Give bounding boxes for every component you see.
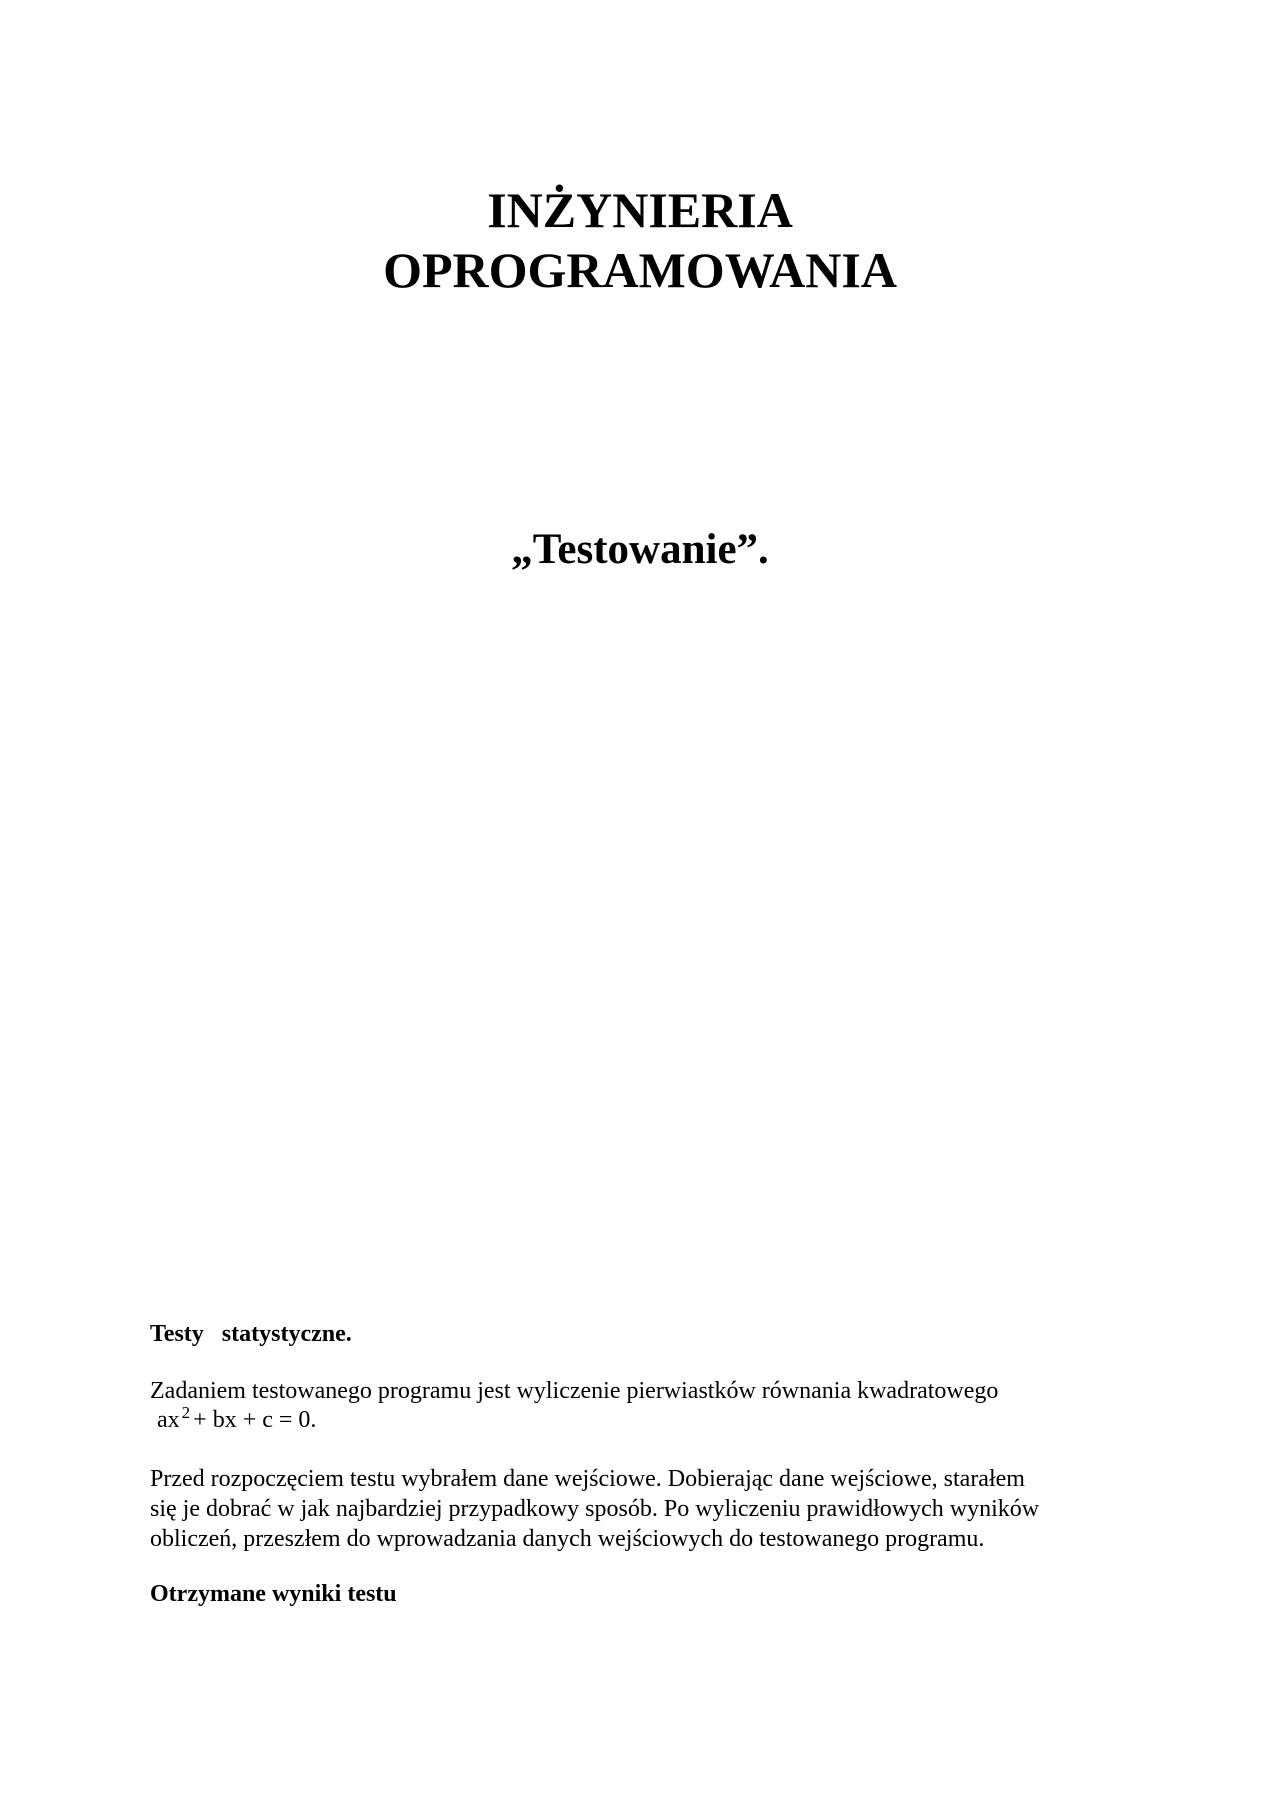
method-line-2: się je dobrać w jak najbardziej przypadkowy sposób. Po wyliczeniu prawidłowych wyników	[150, 1496, 1040, 1522]
title-line-1: INŻYNIERIA	[487, 182, 793, 238]
quadratic-formula	[157, 1405, 1137, 1435]
section-heading-test-results: Otrzymane wyniki testu	[150, 1581, 397, 1607]
title-line-2: OPROGRAMOWANIA	[383, 242, 897, 298]
method-description	[150, 1464, 1130, 1554]
method-line-3: obliczeń, przeszłem do wprowadzania danych wejściowych do testowanego programu.	[150, 1526, 985, 1552]
task-description: Zadaniem testowanego programu jest wyliczenie pierwiastków równania kwadratowego	[150, 1378, 999, 1404]
heading-word-1: Testy	[150, 1321, 204, 1347]
document-subtitle: „Testowanie”.	[511, 526, 769, 573]
formula-exponent: 2	[181, 1403, 191, 1422]
formula-suffix: + bx + c = 0.	[193, 1407, 317, 1433]
heading-word-2: statystyczne.	[221, 1321, 352, 1347]
formula-prefix: ax	[157, 1407, 180, 1433]
method-line-1: Przed rozpoczęciem testu wybrałem dane wejściowe. Dobierając dane wejściowe, starałem	[150, 1466, 1025, 1492]
document-title	[0, 180, 1280, 300]
section-heading-static-tests	[150, 1319, 352, 1349]
